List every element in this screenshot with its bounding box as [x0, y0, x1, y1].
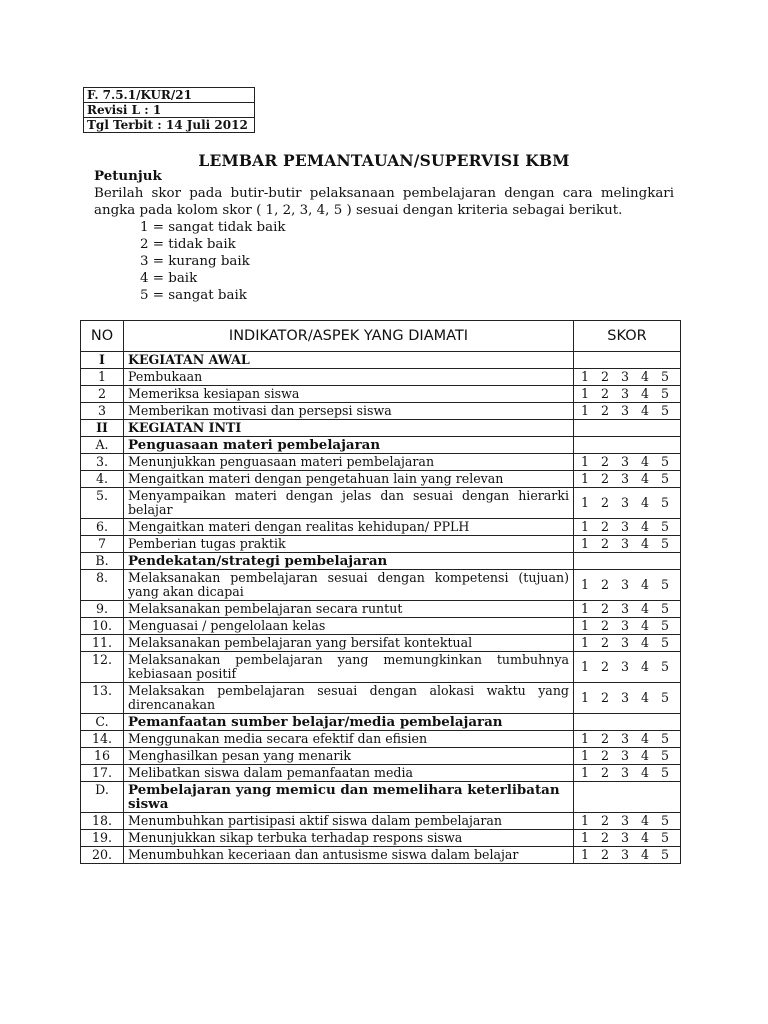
score-options: [574, 714, 681, 731]
section-title: KEGIATAN AWAL: [124, 352, 574, 369]
indicator-text: Melaksanakan pembelajaran yang memungkinkan tumbuhnya kebiasaan positif: [124, 652, 574, 683]
row-number: 19.: [81, 830, 124, 847]
indicator-text: Menumbuhkan partisipasi aktif siswa dalam pembelajaran: [124, 813, 574, 830]
row-number: II: [81, 420, 124, 437]
row-number: 14.: [81, 731, 124, 748]
score-options[interactable]: 1 2 3 4 5: [574, 748, 681, 765]
section-title: Pembelajaran yang memicu dan memelihara keterlibatan siswa: [124, 782, 574, 813]
instructions-text: Berilah skor pada butir-butir pelaksanaan pembelajaran dengan cara melingkari angka pada kolom skor ( 1, 2, 3, 4, 5 ) sesuai dengan kriteria sebagai berikut.: [94, 186, 674, 218]
subsection-row: [81, 782, 681, 813]
table-row: [81, 683, 681, 714]
row-number: I: [81, 352, 124, 369]
section-title: Pendekatan/strategi pembelajaran: [124, 553, 574, 570]
score-options[interactable]: 1 2 3 4 5: [574, 683, 681, 714]
score-options[interactable]: 1 2 3 4 5: [574, 618, 681, 635]
form-code: F. 7.5.1/KUR/21: [84, 88, 255, 103]
table-row: [81, 386, 681, 403]
section-row: [81, 420, 681, 437]
section-row: [81, 352, 681, 369]
indicator-text: Memberikan motivasi dan persepsi siswa: [124, 403, 574, 420]
instructions: [94, 168, 674, 304]
row-number: D.: [81, 782, 124, 813]
row-number: 9.: [81, 601, 124, 618]
row-number: 3: [81, 403, 124, 420]
criteria-item: 3 = kurang baik: [140, 254, 250, 269]
indicator-text: Menunjukkan penguasaan materi pembelajaran: [124, 454, 574, 471]
table-row: [81, 488, 681, 519]
row-number: 12.: [81, 652, 124, 683]
indicator-text: Menyampaikan materi dengan jelas dan sesuai dengan hierarki belajar: [124, 488, 574, 519]
row-number: 4.: [81, 471, 124, 488]
score-options[interactable]: 1 2 3 4 5: [574, 536, 681, 553]
row-number: 3.: [81, 454, 124, 471]
score-options[interactable]: 1 2 3 4 5: [574, 765, 681, 782]
row-number: B.: [81, 553, 124, 570]
subsection-row: [81, 437, 681, 454]
criteria-item: 5 = sangat baik: [140, 288, 247, 303]
score-options[interactable]: 1 2 3 4 5: [574, 471, 681, 488]
indicator-text: Menumbuhkan keceriaan dan antusisme siswa dalam belajar: [124, 847, 574, 864]
indicator-text: Menunjukkan sikap terbuka terhadap respons siswa: [124, 830, 574, 847]
row-number: A.: [81, 437, 124, 454]
header-indikator: INDIKATOR/ASPEK YANG DIAMATI: [124, 321, 574, 352]
score-options[interactable]: 1 2 3 4 5: [574, 454, 681, 471]
score-options[interactable]: 1 2 3 4 5: [574, 652, 681, 683]
indicator-text: Menggunakan media secara efektif dan efisien: [124, 731, 574, 748]
table-header-row: [81, 321, 681, 352]
row-number: 2: [81, 386, 124, 403]
table-row: [81, 454, 681, 471]
score-options[interactable]: 1 2 3 4 5: [574, 847, 681, 864]
table-row: [81, 830, 681, 847]
section-title: Penguasaan materi pembelajaran: [124, 437, 574, 454]
table-row: [81, 748, 681, 765]
score-options[interactable]: 1 2 3 4 5: [574, 403, 681, 420]
score-options: [574, 782, 681, 813]
revision-number: Revisi L : 1: [84, 103, 255, 118]
indicator-text: Melibatkan siswa dalam pemanfaatan media: [124, 765, 574, 782]
criteria-item: 4 = baik: [140, 271, 198, 286]
row-number: 17.: [81, 765, 124, 782]
score-options: [574, 420, 681, 437]
table-row: [81, 536, 681, 553]
subsection-row: [81, 714, 681, 731]
score-options: [574, 352, 681, 369]
page-title: LEMBAR PEMANTAUAN/SUPERVISI KBM: [198, 151, 570, 170]
document-code-box: [83, 87, 255, 133]
table-row: [81, 618, 681, 635]
subsection-row: [81, 553, 681, 570]
row-number: 11.: [81, 635, 124, 652]
table-row: [81, 813, 681, 830]
indicator-text: Pembukaan: [124, 369, 574, 386]
table-row: [81, 635, 681, 652]
table-row: [81, 765, 681, 782]
table-row: [81, 847, 681, 864]
row-number: 13.: [81, 683, 124, 714]
indicator-text: Mengaitkan materi dengan realitas kehidupan/ PPLH: [124, 519, 574, 536]
row-number: 18.: [81, 813, 124, 830]
row-number: 1: [81, 369, 124, 386]
header-skor: SKOR: [574, 321, 681, 352]
score-options: [574, 553, 681, 570]
indicator-text: Melaksanakan pembelajaran secara runtut: [124, 601, 574, 618]
score-options[interactable]: 1 2 3 4 5: [574, 570, 681, 601]
observation-table: [80, 320, 681, 864]
indicator-text: Menguasai / pengelolaan kelas: [124, 618, 574, 635]
score-options: [574, 437, 681, 454]
criteria-item: 1 = sangat tidak baik: [140, 220, 286, 235]
score-options[interactable]: 1 2 3 4 5: [574, 635, 681, 652]
score-options[interactable]: 1 2 3 4 5: [574, 386, 681, 403]
row-number: C.: [81, 714, 124, 731]
table-row: [81, 519, 681, 536]
score-options[interactable]: 1 2 3 4 5: [574, 601, 681, 618]
section-title: Pemanfaatan sumber belajar/media pembelajaran: [124, 714, 574, 731]
criteria-item: 2 = tidak baik: [140, 237, 236, 252]
table-row: [81, 471, 681, 488]
indicator-text: Melaksakan pembelajaran sesuai dengan alokasi waktu yang direncanakan: [124, 683, 574, 714]
issue-date: Tgl Terbit : 14 Juli 2012: [84, 118, 255, 133]
instructions-heading: Petunjuk: [94, 168, 162, 184]
table-row: [81, 652, 681, 683]
indicator-text: Pemberian tugas praktik: [124, 536, 574, 553]
row-number: 16: [81, 748, 124, 765]
score-options[interactable]: 1 2 3 4 5: [574, 488, 681, 519]
table-row: [81, 731, 681, 748]
header-no: NO: [81, 321, 124, 352]
table-row: [81, 601, 681, 618]
table-row: [81, 403, 681, 420]
indicator-text: Melaksanakan pembelajaran yang bersifat kontektual: [124, 635, 574, 652]
score-options[interactable]: 1 2 3 4 5: [574, 519, 681, 536]
table-row: [81, 369, 681, 386]
table-row: [81, 570, 681, 601]
row-number: 8.: [81, 570, 124, 601]
indicator-text: Melaksanakan pembelajaran sesuai dengan kompetensi (tujuan) yang akan dicapai: [124, 570, 574, 601]
score-options[interactable]: 1 2 3 4 5: [574, 830, 681, 847]
indicator-text: Memeriksa kesiapan siswa: [124, 386, 574, 403]
row-number: 20.: [81, 847, 124, 864]
indicator-text: Mengaitkan materi dengan pengetahuan lain yang relevan: [124, 471, 574, 488]
score-options[interactable]: 1 2 3 4 5: [574, 813, 681, 830]
row-number: 5.: [81, 488, 124, 519]
row-number: 7: [81, 536, 124, 553]
section-title: KEGIATAN INTI: [124, 420, 574, 437]
score-options[interactable]: 1 2 3 4 5: [574, 731, 681, 748]
row-number: 10.: [81, 618, 124, 635]
row-number: 6.: [81, 519, 124, 536]
indicator-text: Menghasilkan pesan yang menarik: [124, 748, 574, 765]
score-options[interactable]: 1 2 3 4 5: [574, 369, 681, 386]
